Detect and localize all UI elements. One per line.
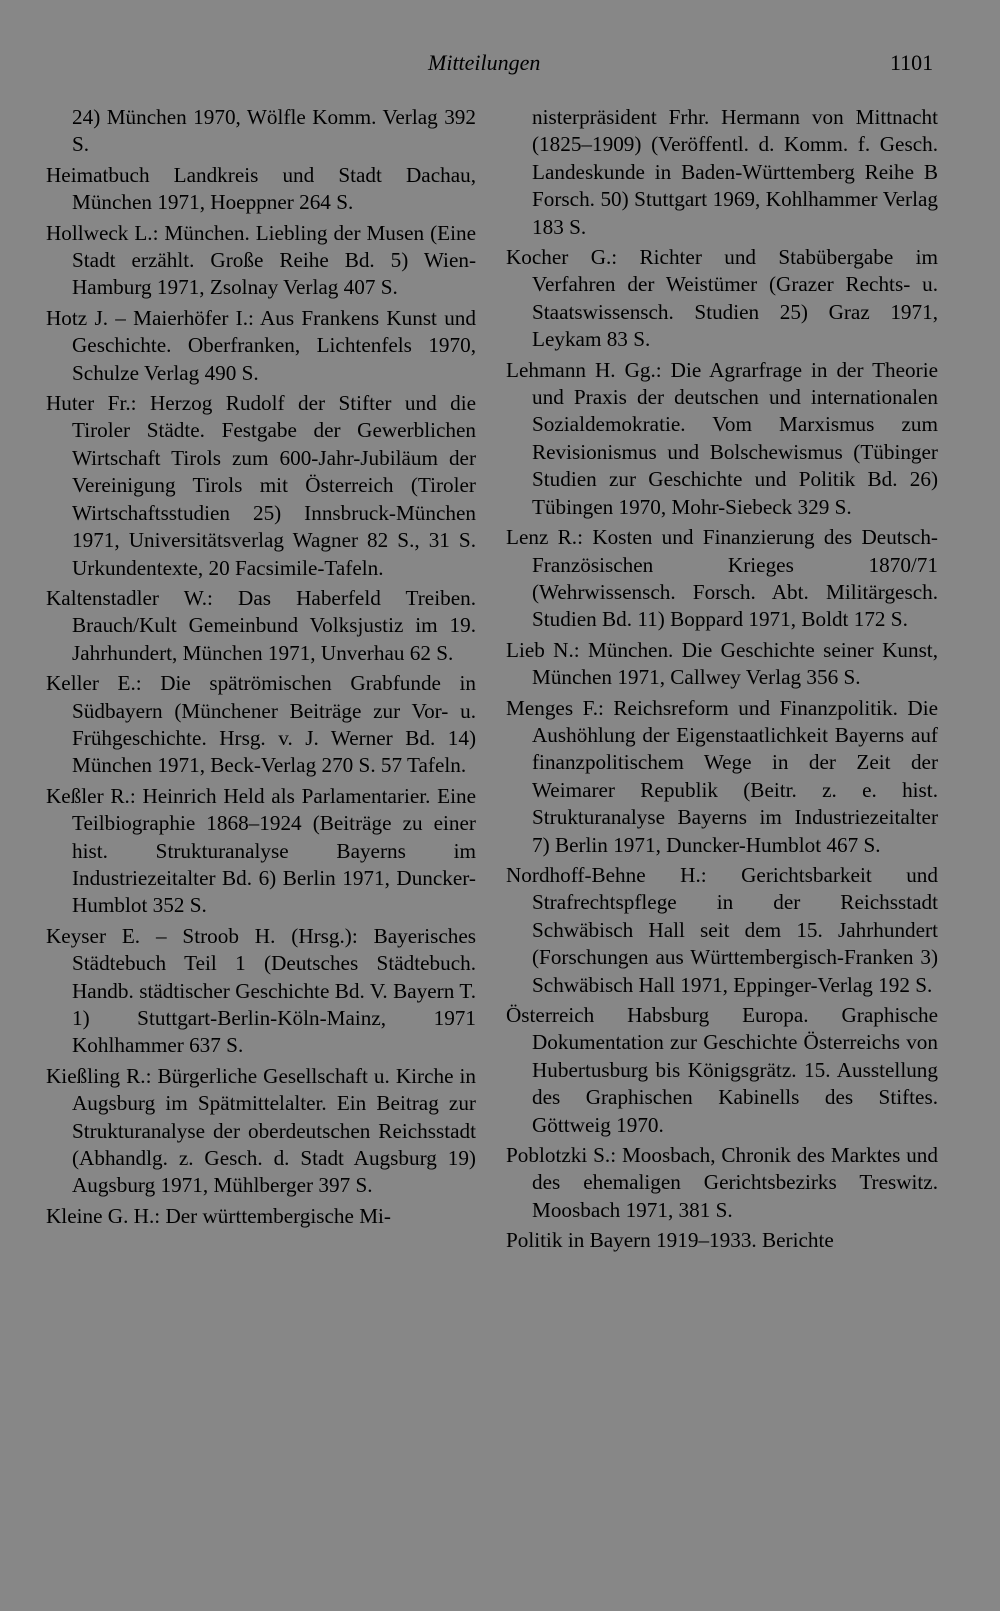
page-header [0,44,1000,84]
bibliography-entry: Österreich Habsburg Europa. Graphische Dokumentation zur Geschichte Österreichs von Hubertusburg bis Königsgrätz. 15. Ausstellung des Graphischen Kabinells des Stiftes. Göttweig 1970. [506,1003,938,1137]
bibliography-entry: Heimatbuch Landkreis und Stadt Dachau, München 1971, Hoeppner 264 S. [46,162,476,215]
bibliography-entry: Kaltenstadler W.: Das Haberfeld Treiben. Brauch/Kult Gemeinbund Volksjustiz im 19. Jahrhundert, München 1971, Unverhau 62 S. [46,585,476,665]
bibliography-entry: 24) München 1970, Wölfle Komm. Verlag 392 S. [72,105,476,157]
bibliography-entry: Politik in Bayern 1919–1933. Berichte [506,1228,834,1253]
bibliography-entry: Lenz R.: Kosten und Finanzierung des Deutsch-Französischen Krieges 1870/71 (Wehrwissensch. Forsch. Abt. Militärgesch. Studien Bd. 11) Boppard 1971, Boldt 172 S. [506,525,938,632]
bibliography-entry: Hotz J. – Maierhöfer I.: Aus Frankens Kunst und Geschichte. Oberfranken, Lichtenfels 1970, Schulze Verlag 490 S. [46,305,476,385]
bibliography-entry: Lieb N.: München. Die Geschichte seiner Kunst, München 1971, Callwey Verlag 356 S. [506,637,938,690]
bibliography-entry: Lehmann H. Gg.: Die Agrarfrage in der Theorie und Praxis der deutschen und internationalen Sozialdemokratie. Vom Marxismus zum Revisionismus und Bolschewismus (Tübinger Studien zur Geschichte und Politik Bd. 26) Tübingen 1970, Mohr-Siebeck 329 S. [506,357,938,519]
bibliography-entry: Menges F.: Reichsreform und Finanzpolitik. Die Aushöhlung der Eigenstaatlichkeit Bayerns auf finanzpolitischem Wege in der Zeit der Weimarer Republik (Beitr. z. e. hist. Strukturanalyse Bayerns im Industriezeitalter 7) Berlin 1971, Duncker-Humblot 467 S. [506,695,938,857]
bibliography-entry: Keyser E. – Stroob H. (Hrsg.): Bayerisches Städtebuch Teil 1 (Deutsches Städtebuch. Handb. städtischer Geschichte Bd. V. Bayern T. 1) Stuttgart-Berlin-Köln-Mainz, 1971 Kohlhammer 637 S. [46,923,476,1058]
bibliography-entry: Keßler R.: Heinrich Held als Parlamentarier. Eine Teilbiographie 1868–1924 (Beiträge zu einer hist. Strukturanalyse Bayerns im Industriezeitalter Bd. 6) Berlin 1971, Duncker-Humblot 352 S. [46,783,476,918]
bibliography-entry: Keller E.: Die spätrömischen Grabfunde in Südbayern (Münchener Beiträge zur Vor- u. Frühgeschichte. Hrsg. v. J. Werner Bd. 14) München 1971, Beck-Verlag 270 S. 57 Tafeln. [46,671,476,778]
bibliography-entry: Poblotzki S.: Moosbach, Chronik des Marktes und des ehemaligen Gerichtsbezirks Treswitz. Moosbach 1971, 381 S. [506,1143,938,1222]
running-title: Mitteilungen [428,50,541,75]
page-number: 1101 [890,50,934,75]
bibliography-entry: Kießling R.: Bürgerliche Gesellschaft u. Kirche in Augsburg im Spätmittelalter. Ein Beitrag zur Strukturanalyse der oberdeutschen Reichsstadt (Abhandlg. z. Gesch. d. Stadt Augsburg 19) Augsburg 1971, Mühlberger 397 S. [46,1063,476,1198]
bibliography-entry: Hollweck L.: München. Liebling der Musen (Eine Stadt erzählt. Große Reihe Bd. 5) Wien-Hamburg 1971, Zsolnay Verlag 407 S. [46,220,476,300]
right-column [506,104,938,1258]
bibliography-entry: nisterpräsident Frhr. Hermann von Mittnacht (1825–1909) (Veröffentl. d. Komm. f. Gesch. Landeskunde in Baden-Württemberg Reihe B Forsch. 50) Stuttgart 1969, Kohlhammer Verlag 183 S. [532,105,938,239]
bibliography-entry: Huter Fr.: Herzog Rudolf der Stifter und die Tiroler Städte. Festgabe der Gewerblichen Wirtschaft Tirols zum 600-Jahr-Jubiläum der Vereinigung Tirols mit Österreich (Tiroler Wirtschaftsstudien 25) Innsbruck-München 1971, Universitätsverlag Wagner 82 S., 31 S. Urkundentexte, 20 Facsimile-Tafeln. [46,391,476,580]
bibliography-entry: Nordhoff-Behne H.: Gerichtsbarkeit und Strafrechtspflege in der Reichsstadt Schwäbisch Hall seit dem 15. Jahrhundert (Forschungen aus Württembergisch-Franken 3) Schwäbisch Hall 1971, Eppinger-Verlag 192 S. [506,862,938,997]
left-column [46,104,476,1233]
bibliography-entry: Kleine G. H.: Der württembergische Mi- [46,1203,391,1228]
bibliography-entry: Kocher G.: Richter und Stabübergabe im Verfahren der Weistümer (Grazer Rechts- u. Staatswissensch. Studien 25) Graz 1971, Leykam 83 S. [506,245,938,352]
